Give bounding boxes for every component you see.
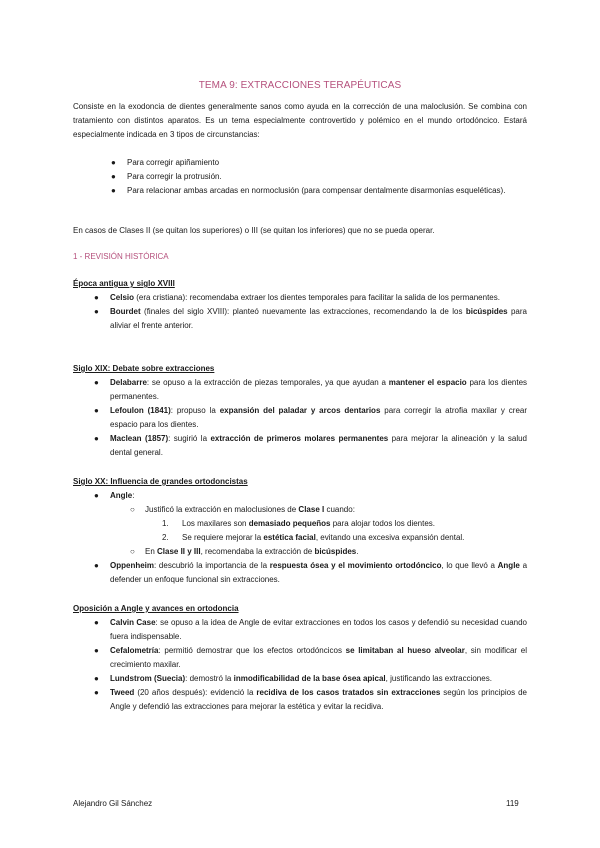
bullet-icon: ●: [94, 646, 99, 655]
list-item: ● Para relacionar ambas arcadas en normoclusión (para compensar dentalmente disarmonías esqueléticas).: [127, 184, 527, 198]
subheading-xix: Siglo XIX: Debate sobre extracciones: [73, 364, 215, 373]
list-item: ● Lefoulon (1841): propuso la expansión del paladar y arcos dentarios para corregir la atrofia maxilar y crear espacio para los dientes.: [94, 406, 528, 429]
list-item: 1. Los maxilares son demasiado pequeños para alojar todos los dientes.: [162, 519, 436, 528]
subheading-antigua: Época antigua y siglo XVIII: [73, 279, 175, 288]
section-heading: 1 - REVISIÓN HISTÓRICA: [73, 252, 169, 261]
subheading-xx: Siglo XX: Influencia de grandes ortodoncistas: [73, 477, 248, 486]
antigua-list: [94, 291, 527, 333]
list-item: ● Angle:: [110, 489, 527, 503]
bullet-icon: ●: [111, 172, 116, 181]
list-item: ○ Justificó la extracción en maloclusiones de Clase I cuando:: [145, 503, 527, 517]
circle-bullet-icon: ○: [130, 547, 135, 556]
bullet-icon: ●: [94, 434, 99, 443]
list-item: ● Para corregir la protrusión.: [127, 170, 527, 184]
list-item: ● Calvin Case: se opuso a la idea de Angle de evitar extracciones en todos los casos y defendió su necesidad cuando fuera indispensable.: [94, 618, 527, 641]
list-item: ● Lundstrom (Suecia): demostró la inmodificabilidad de la base ósea apical, justificando las extracciones.: [110, 672, 527, 686]
list-item: ● Bourdet (finales del siglo XVIII): planteó nuevamente las extracciones, recomendando la de los bicúspides para aliviar el frente anterior.: [94, 307, 527, 330]
bullet-icon: ●: [111, 158, 116, 167]
list-item: ● Celsio (era cristiana): recomendaba extraer los dientes temporales para facilitar la salida de los permanentes.: [110, 291, 527, 305]
list-item: ● Para corregir apiñamiento: [127, 156, 527, 170]
oposicion-list: [94, 616, 528, 714]
list-item: ● Cefalometría: permitió demostrar que los efectos ortodóncicos se limitaban al hueso alveolar, sin modificar el crecimiento maxilar.: [94, 646, 527, 669]
angle-sublist: [130, 503, 527, 517]
xx-list: [94, 489, 527, 503]
bullet-icon: ●: [94, 406, 99, 415]
angle-sublist-2: [130, 545, 527, 559]
list-item: ● Oppenheim: descubrió la importancia de la respuesta ósea y el movimiento ortodóncico, lo que llevó a Angle a defender un enfoque funcional sin extracciones.: [94, 561, 528, 584]
bullet-icon: ●: [94, 688, 99, 697]
circle-bullet-icon: ○: [130, 505, 135, 514]
list-item: 2. Se requiere mejorar la estética facial, evitando una excesiva expansión dental.: [162, 533, 465, 542]
footer-page-number: 119: [506, 799, 519, 808]
bullet-icon: ●: [94, 293, 99, 302]
intro-paragraph: Consiste en la exodoncia de dientes generalmente sanos como ayuda en la corrección de una maloclusión. Se combina con tratamiento con distintos aparatos. Es un tema especialmente controvertido y polémico en el mundo ortodóncico. Estará especialmente indicada en 3 tipos de circunstancias:: [73, 102, 527, 139]
numbered-list: [162, 517, 527, 545]
list-item: ● Tweed (20 años después): evidenció la recidiva de los casos tratados sin extracciones según los principios de Angle y defendió las extracciones para mejorar la estética y evitar la recidiva.: [94, 688, 528, 711]
xix-list: [94, 376, 528, 460]
list-item: ● Maclean (1857): sugirió la extracción de primeros molares permanentes para mejorar la alineación y la salud dental general.: [94, 434, 528, 457]
bullet-icon: ●: [94, 491, 99, 500]
page-title: TEMA 9: EXTRACCIONES TERAPÉUTICAS: [198, 80, 402, 91]
list-item: ○ En Clase II y III, recomendaba la extracción de bicúspides.: [145, 545, 527, 559]
subheading-oposicion: Oposición a Angle y avances en ortodoncia: [73, 604, 239, 613]
footer-author: Alejandro Gil Sánchez: [73, 799, 153, 808]
xx-list-2: [94, 559, 528, 587]
classes-note: En casos de Clases II (se quitan los superiores) o III (se quitan los inferiores) que no se pueda operar.: [73, 226, 435, 235]
circumstances-list: [111, 156, 527, 198]
bullet-icon: ●: [94, 618, 99, 627]
bullet-icon: ●: [94, 307, 99, 316]
bullet-icon: ●: [111, 186, 116, 195]
bullet-icon: ●: [94, 674, 99, 683]
bullet-icon: ●: [94, 561, 99, 570]
bullet-icon: ●: [94, 378, 99, 387]
list-item: ● Delabarre: se opuso a la extracción de piezas temporales, ya que ayudan a mantener el espacio para los dientes permanentes.: [94, 378, 528, 401]
